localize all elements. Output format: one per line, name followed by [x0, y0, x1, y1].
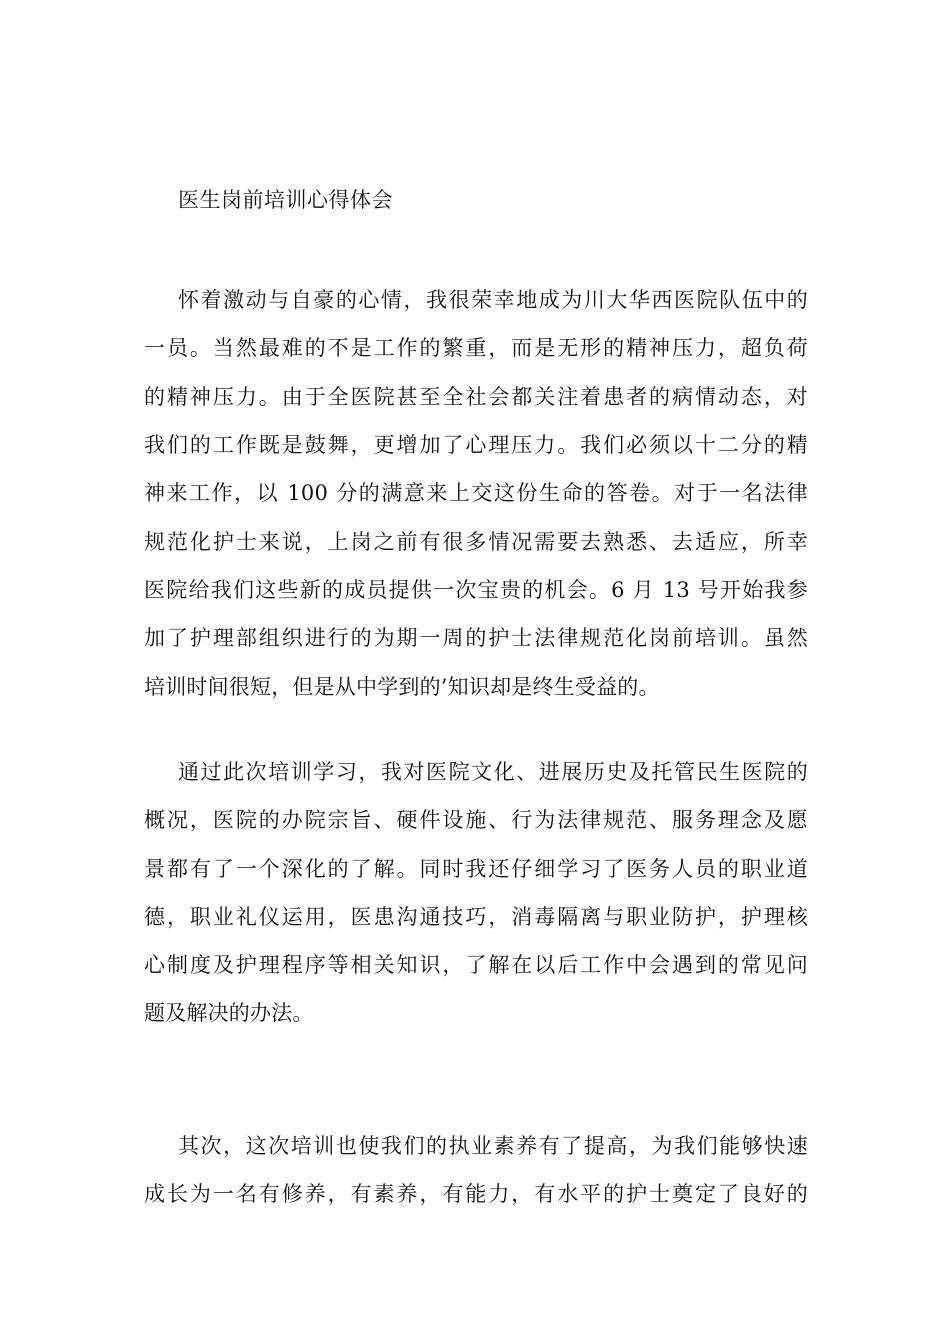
paragraph-1-line-4: 我们的工作既是鼓舞，更增加了心理压力。我们必须以十二分的精: [144, 433, 808, 457]
paragraph-1-line-2: 一员。当然最难的不是工作的繁重，而是无形的精神压力，超负荷: [144, 336, 808, 360]
paragraph-2-line-5: 心制度及护理程序等相关知识，了解在以后工作中会遇到的常见问: [144, 953, 808, 977]
paragraph-1-line-3: 的精神压力。由于全医院甚至全社会都关注着患者的病情动态，对: [144, 385, 808, 409]
paragraph-3-line-2: 成长为一名有修养，有素养，有能力，有水平的护士奠定了良好的: [144, 1182, 808, 1206]
paragraph-1-line-9: 培训时间很短，但是从中学到的’知识却是终生受益的。: [144, 675, 660, 699]
paragraph-2-line-6: 题及解决的办法。: [144, 1001, 314, 1025]
paragraph-1-line-6: 规范化护士来说，上岗之前有很多情况需要去熟悉、去适应，所幸: [144, 530, 808, 554]
paragraph-1-line-1: 怀着激动与自豪的心情，我很荣幸地成为川大华西医院队伍中的: [178, 288, 808, 312]
paragraph-2-line-3: 景都有了一个深化的了解。同时我还仔细学习了医务人员的职业道: [144, 857, 808, 881]
document-title: 医生岗前培训心得体会: [178, 188, 393, 212]
paragraph-1-line-8: 加了护理部组织进行的为期一周的护士法律规范化岗前培训。虽然: [144, 626, 808, 650]
paragraph-2-line-1: 通过此次培训学习，我对医院文化、进展历史及托管民生医院的: [178, 760, 808, 784]
paragraph-3-line-1: 其次，这次培训也使我们的执业素养有了提高，为我们能够快速: [178, 1134, 808, 1158]
paragraph-1-line-5: 神来工作，以 100 分的满意来上交这份生命的答卷。对于一名法律: [144, 481, 808, 505]
paragraph-1-line-7: 医院给我们这些新的成员提供一次宝贵的机会。6 月 13 号开始我参: [144, 578, 808, 602]
paragraph-2-line-4: 德，职业礼仪运用，医患沟通技巧，消毒隔离与职业防护，护理核: [144, 905, 808, 929]
paragraph-2-line-2: 概况，医院的办院宗旨、硬件设施、行为法律规范、服务理念及愿: [144, 808, 808, 832]
